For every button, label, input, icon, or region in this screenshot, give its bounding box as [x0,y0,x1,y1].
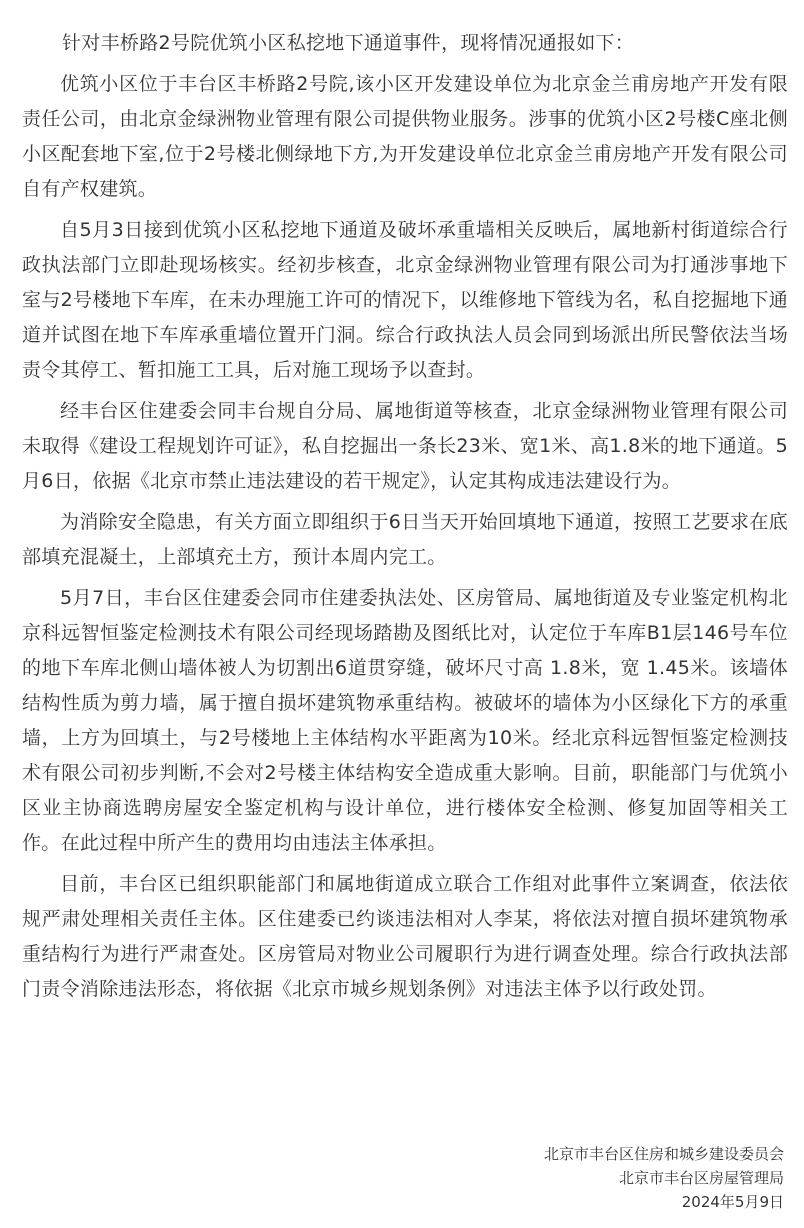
signature-block [544,1142,784,1214]
notice-body [22,26,788,1013]
paragraph-investigation: 目前，丰台区已组织职能部门和属地街道成立联合工作组对此事件立案调查，依法依规严肃处理相关责任主体。区住建委已约谈违法相对人李某，将依法对擅自损坏建筑物承重结构行为进行严肃查处。区房管局对物业公司履职行为进行调查处理。综合行政执法部门责令消除违法形态，将依据《北京市城乡规划条例》对违法主体予以行政处罚。 [22,873,788,1000]
paragraph-structure-assessment: 5月7日，丰台区住建委会同市住建委执法处、区房管局、属地街道及专业鉴定机构北京科远智恒鉴定检测技术有限公司经现场踏勘及图纸比对，认定位于车库B1层146号车位的地下车库北侧山墙体被人为切割出6道贯穿缝，破坏尺寸高 1.8米，宽 1.45米。该墙体结构性质为剪力墙，属于擅自损坏建筑物承重结构。被破坏的墙体为小区绿化下方的承重墙，上方为回填土，与2号楼地上主体结构水平距离为10米。经北京科远智恒鉴定检测技术有限公司初步判断,不会对2号楼主体结构安全造成重大影响。目前，职能部门与优筑小区业主协商选聘房屋安全鉴定机构与设计单位，进行楼体安全检测、修复加固等相关工作。在此过程中所产生的费用均由违法主体承担。 [22,587,788,854]
paragraph-backfill: 为消除安全隐患，有关方面立即组织于6日当天开始回填地下通道，按照工艺要求在底部填充混凝土，上部填充土方，预计本周内完工。 [22,511,788,568]
signature-org-housing-bureau: 北京市丰台区房屋管理局 [618,1169,784,1187]
signature-date: 2024年5月9日 [681,1193,784,1211]
paragraph-initial-inspection: 自5月3日接到优筑小区私挖地下通道及破坏承重墙相关反映后，属地新村街道综合行政执法部门立即赴现场核实。经初步核查，北京金绿洲物业管理有限公司为打通涉事地下室与2号楼地下车库，在未办理施工许可的情况下，以维修地下管线为名，私自挖掘地下通道并试图在地下车库承重墙位置开门洞。综合行政执法人员会同到场派出所民警依法当场责令其停工、暂扣施工工具，后对施工现场予以查封。 [22,219,788,381]
intro-paragraph: 针对丰桥路2号院优筑小区私挖地下通道事件，现将情况通报如下： [62,32,635,54]
paragraph-community-background: 优筑小区位于丰台区丰桥路2号院,该小区开发建设单位为北京金兰甫房地产开发有限责任公司，由北京金绿洲物业管理有限公司提供物业服务。涉事的优筑小区2号楼C座北侧小区配套地下室,位于2号楼北侧绿地下方,为开发建设单位北京金兰甫房地产开发有限公司自有产权建筑。 [22,73,788,200]
paragraph-illegal-construction: 经丰台区住建委会同丰台规自分局、属地街道等核查，北京金绿洲物业管理有限公司未取得《建设工程规划许可证》，私自挖掘出一条长23米、宽1米、高1.8米的地下通道。5月6日，依据《北京市禁止违法建设的若干规定》，认定其构成违法建设行为。 [22,400,788,492]
signature-org-housing-committee: 北京市丰台区住房和城乡建设委员会 [543,1145,784,1163]
